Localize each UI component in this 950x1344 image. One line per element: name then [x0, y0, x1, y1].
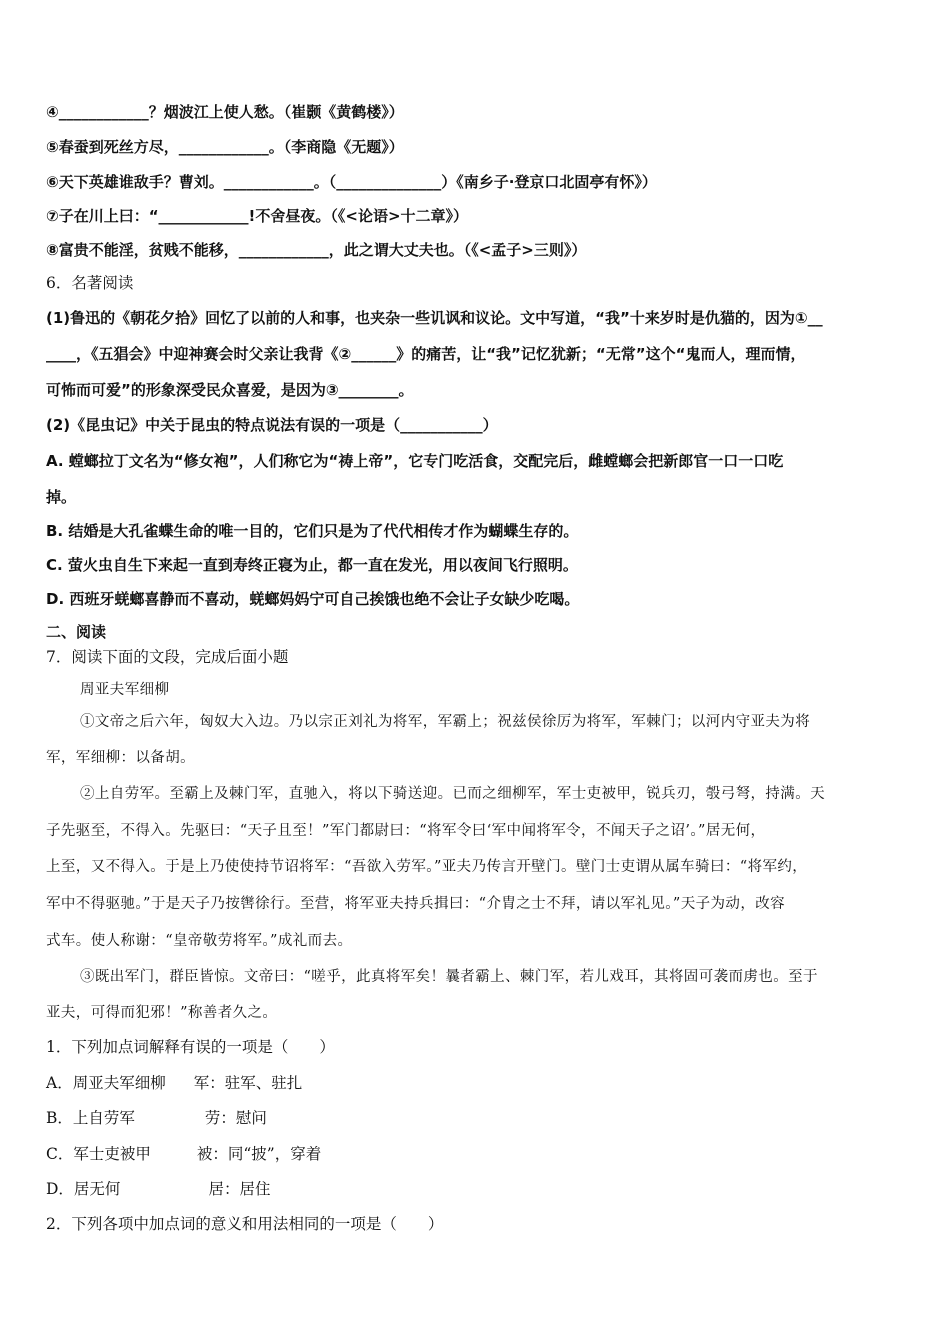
option-c-label: C．军士吏被甲: [46, 1145, 151, 1163]
option-a-label: A．周亚夫军细柳: [46, 1074, 166, 1092]
fill-in-line-8: ⑧富贵不能淫，贫贱不能移，____________，此之谓大丈夫也。（《<孟子>三则》）: [46, 241, 587, 259]
q6-option-d: D. 西班牙蜣螂喜静而不喜动，蜣螂妈妈宁可自己挨饿也绝不会让子女缺少吃喝。: [46, 590, 580, 608]
option-b-label: B．上自劳军: [46, 1109, 135, 1127]
q6-sub2: (2)《昆虫记》中关于昆虫的特点说法有误的一项是（___________）: [46, 416, 498, 434]
section-2-heading: 二、阅读: [46, 623, 107, 641]
passage-para3-line-2: 亚夫，可得而犯邪！”称善者久之。: [46, 1005, 278, 1021]
q6-sub1-line-1: (1)鲁迅的《朝花夕拾》回忆了以前的人和事，也夹杂一些讥讽和议论。文中写道，“我”十来岁时是仇猫的，因为①__: [46, 309, 823, 327]
q6-option-b: B. 结婚是大孔雀蝶生命的唯一目的，它们只是为了代代相传才作为蝴蝶生存的。: [46, 522, 579, 540]
q6-option-a-line-2: 掉。: [46, 488, 77, 506]
option-b-explanation: 劳：慰问: [204, 1109, 267, 1127]
option-d-explanation: 居：居住: [208, 1180, 271, 1198]
option-c-explanation: 被：同“披”，穿着: [196, 1145, 322, 1163]
passage-para2-line-4: 军中不得驱驰。”于是天子乃按辔徐行。至营，将军亚夫持兵揖曰：“介胄之士不拜，请以军礼见。”天子为动，改容: [46, 896, 786, 912]
q7-sub1-option-b: [46, 1108, 267, 1128]
option-a-explanation: 军：驻军、驻扎: [193, 1074, 303, 1092]
passage-para2-line-1: ②上自劳军。至霸上及棘门军，直驰入，将以下骑送迎。已而之细柳军，军士吏被甲，锐兵刃，彀弓弩，持满。天: [80, 786, 825, 802]
passage-para3-line-1: ③既出军门，群臣皆惊。文帝曰：“嗟乎，此真将军矣！曩者霸上、棘门军，若儿戏耳，其将固可袭而虏也。至于: [80, 969, 818, 985]
option-d-label: D．居无何: [46, 1180, 121, 1198]
q6-option-a-line-1: A. 螳螂拉丁文名为“修女袍”，人们称它为“祷上帝”，它专门吃活食，交配完后，雌螳螂会把新郎官一口一口吃: [46, 452, 784, 470]
q6-sub1-line-2: ____，《五猖会》中迎神赛会时父亲让我背《②______》的痛苦，让“我”记忆犹新；“无常”这个“鬼而人，理而情，: [46, 345, 806, 363]
q7-sub1: 1．下列加点词解释有误的一项是（ ）: [46, 1038, 335, 1056]
q6-sub1-line-3: 可怖而可爱”的形象深受民众喜爱，是因为③________。: [46, 381, 414, 399]
passage-para2-line-5: 式车。使人称谢：“皇帝敬劳将军。”成礼而去。: [46, 933, 353, 949]
q7-intro: 7．阅读下面的文段，完成后面小题: [46, 648, 289, 666]
passage-para2-line-2: 子先驱至，不得入。先驱曰：“天子且至！”军门都尉曰：“将军令曰‘军中闻将军令，不闻天子之诏’。”居无何，: [46, 823, 766, 839]
q7-sub2: 2．下列各项中加点词的意义和用法相同的一项是（ ）: [46, 1215, 444, 1233]
q6-title: 6．名著阅读: [46, 274, 134, 292]
fill-in-line-7: ⑦子在川上曰：“____________!不舍昼夜。（《<论语>十二章》）: [46, 207, 469, 225]
fill-in-line-5: ⑤春蚕到死丝方尽，____________。（李商隐《无题》）: [46, 138, 404, 156]
passage-para2-line-3: 上至，又不得入。于是上乃使使持节诏将军：“吾欲入劳军。”亚夫乃传言开壁门。壁门士吏谓从属车骑曰：“将军约，: [46, 859, 808, 875]
q7-sub1-option-a: [46, 1073, 302, 1093]
q6-option-c: C. 萤火虫自生下来起一直到寿终正寝为止，都一直在发光，用以夜间飞行照明。: [46, 556, 578, 574]
fill-in-line-4: ④____________？烟波江上使人愁。（崔颢《黄鹤楼》）: [46, 103, 404, 121]
q7-sub1-option-d: [46, 1179, 270, 1199]
passage-para1-line-1: ①文帝之后六年，匈奴大入边。乃以宗正刘礼为将军，军霸上；祝兹侯徐厉为将军，军棘门；以河内守亚夫为将: [80, 714, 811, 730]
q7-sub1-option-c: [46, 1144, 321, 1164]
passage-title: 周亚夫军细柳: [80, 682, 170, 698]
passage-para1-line-2: 军，军细柳：以备胡。: [46, 750, 195, 766]
fill-in-line-6: ⑥天下英雄谁敌手？曹刘。____________。（______________）《南乡子·登京口北固亭有怀》）: [46, 173, 657, 191]
